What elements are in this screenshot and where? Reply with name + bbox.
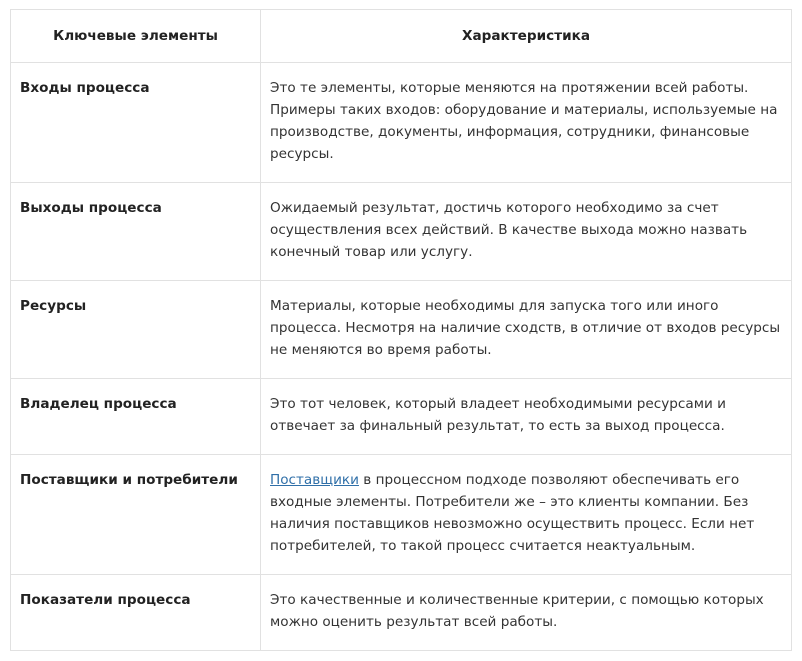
row-key: Владелец процесса — [11, 379, 261, 455]
row-value: Это те элементы, которые меняются на протяжении всей работы. Примеры таких входов: оборудование и материалы, используемые на производстве, документы, информация, сотрудники, финансовые ресурсы. — [261, 63, 792, 183]
header-characteristic: Характеристика — [261, 10, 792, 63]
elements-table — [10, 9, 792, 651]
row-value: Материалы, которые необходимы для запуска того или иного процесса. Несмотря на наличие сходств, в отличие от входов ресурсы не меняются во время работы. — [261, 281, 792, 379]
table-row — [11, 575, 792, 651]
table-container — [10, 9, 791, 651]
table-row — [11, 455, 792, 575]
row-key: Входы процесса — [11, 63, 261, 183]
row-value: Это качественные и количественные критерии, с помощью которых можно оценить результат всей работы. — [261, 575, 792, 651]
header-key-elements: Ключевые элементы — [11, 10, 261, 63]
table-row — [11, 281, 792, 379]
row-key: Показатели процесса — [11, 575, 261, 651]
table-header-row — [11, 10, 792, 63]
row-value: Это тот человек, который владеет необходимыми ресурсами и отвечает за финальный результат, то есть за выход процесса. — [261, 379, 792, 455]
row-key: Поставщики и потребители — [11, 455, 261, 575]
row-value — [261, 455, 792, 575]
row-value-text: в процессном подходе позволяют обеспечивать его входные элементы. Потребители же – это клиенты компании. Без наличия поставщиков невозможно осуществить процесс. Если нет потребителей, то такой процесс считается неактуальным. — [270, 472, 755, 554]
row-key: Ресурсы — [11, 281, 261, 379]
table-row — [11, 379, 792, 455]
table-row — [11, 183, 792, 281]
suppliers-link[interactable]: Поставщики — [270, 472, 359, 488]
row-value: Ожидаемый результат, достичь которого необходимо за счет осуществления всех действий. В качестве выхода можно назвать конечный товар или услугу. — [261, 183, 792, 281]
table-row — [11, 63, 792, 183]
row-key: Выходы процесса — [11, 183, 261, 281]
